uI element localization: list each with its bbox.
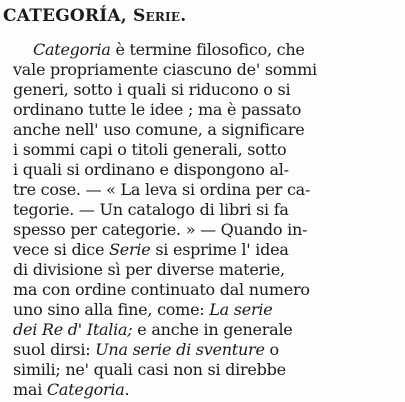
text-line: i quali si ordinano e dispongono al- <box>13 160 289 179</box>
text-line: vece si dice Serie si esprime l' idea <box>13 240 289 259</box>
text-line: tegorie. — Un catalogo di libri si fa <box>13 200 289 219</box>
text-line: i sommi capi o titoli generali, sotto <box>13 140 287 159</box>
entry-body <box>13 40 405 400</box>
text-line: anche nell' uso comune, a significare <box>13 120 305 139</box>
text-line: suol dirsi: Una serie di sventure o <box>13 340 279 359</box>
text-line: ma con ordine continuato dal numero <box>13 280 310 299</box>
text-line: ordinano tutte le idee ; ma è passato <box>13 100 302 119</box>
text-line: mai Categoria. <box>13 380 130 399</box>
text-line: generi, sotto i quali si riducono o si <box>13 80 291 99</box>
text-line: spesso per categorie. » — Quando in- <box>13 220 308 239</box>
text-line: di divisione sì per diverse materie, <box>13 260 285 279</box>
entry-synonym: Serie. <box>133 6 187 26</box>
text-line: simili; ne' quali casi non si direbbe <box>13 360 286 379</box>
text-line: uno sino alla fine, come: La serie <box>13 300 273 319</box>
text-line: Categoria è termine filosofico, che <box>33 40 305 59</box>
text-line: dei Re d' Italia; e anche in generale <box>13 320 293 339</box>
text-line: tre cose. — « La leva si ordina per ca- <box>13 180 311 199</box>
text-line: vale propriamente ciascuno de' sommi <box>13 60 317 79</box>
entry-word: CATEGORÍA, <box>3 6 127 26</box>
entry-heading <box>3 5 186 27</box>
